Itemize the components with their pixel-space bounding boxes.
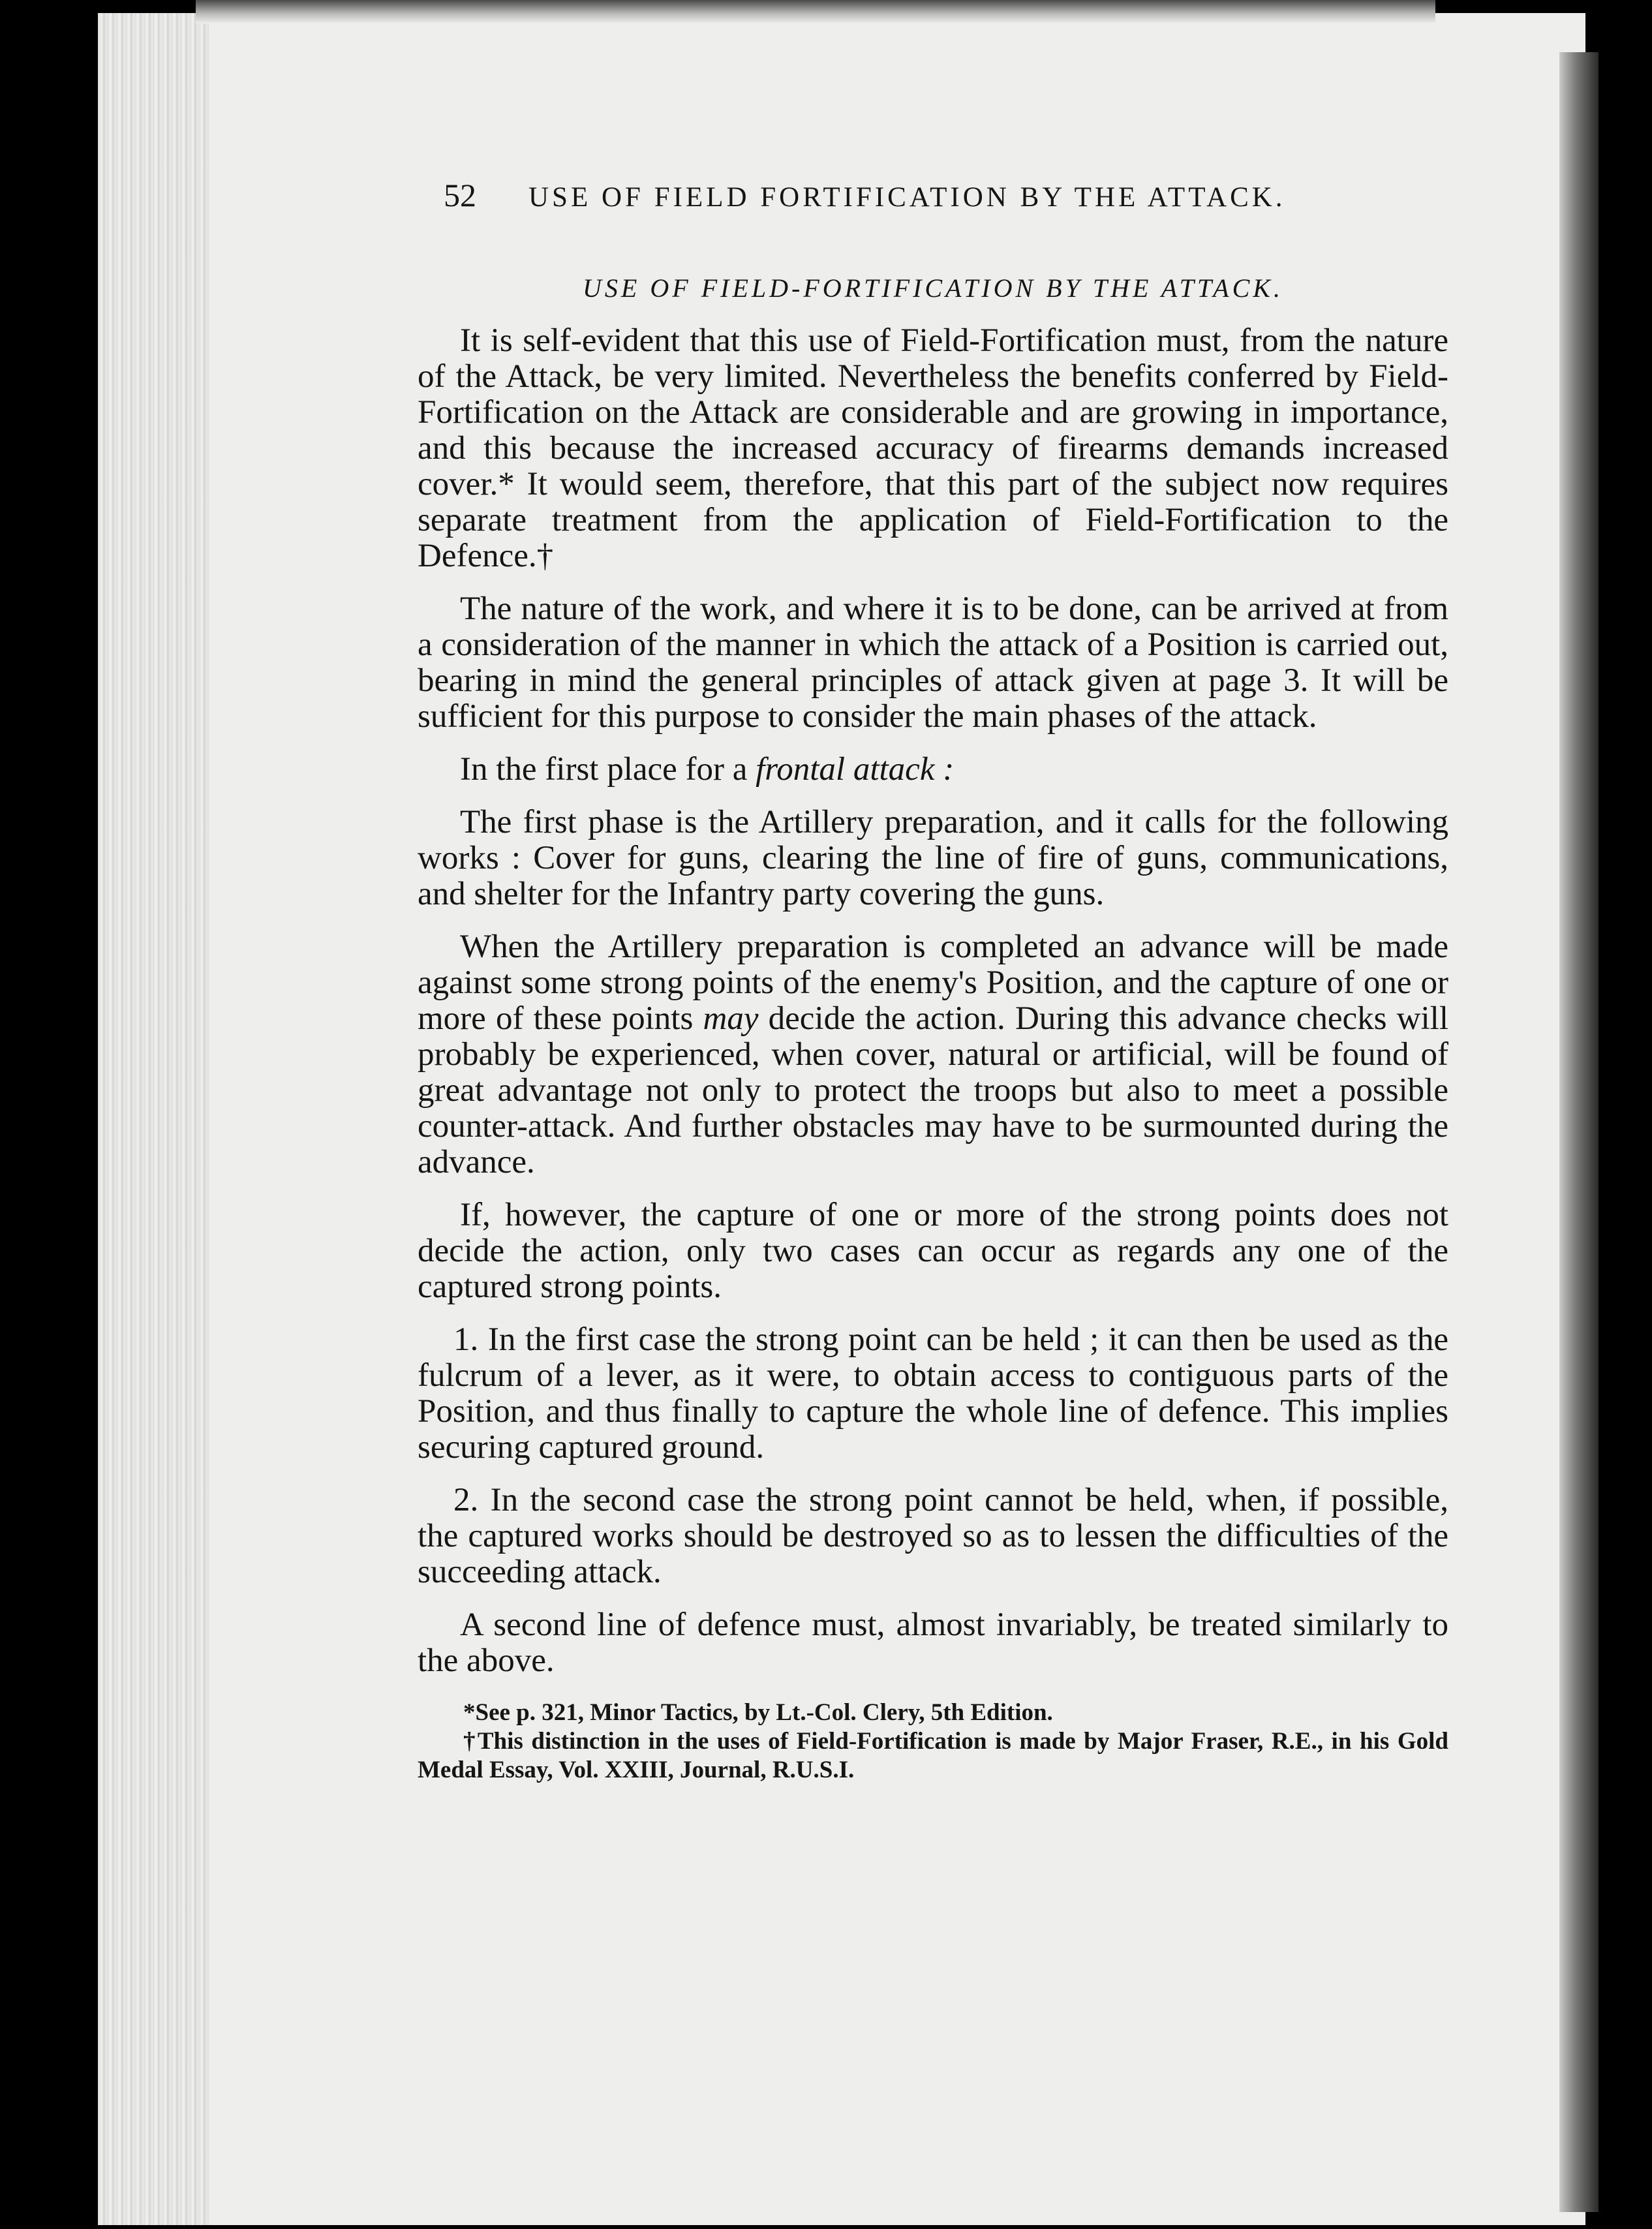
page-number: 52 [444,177,476,213]
paragraph: The nature of the work, and where it is to be done, can be arrived at from a consideration of the manner in which the attack of a Position is carried out, bearing in mind the general principles of attack given at page 3. It will be sufficient for this purpose to consider the main phases of the attack. [418,591,1448,735]
numbered-paragraph: 2. In the second case the strong point cannot be held, when, if possible, the captured works should be destroyed so as to lessen the difficulties of the succeeding attack. [418,1482,1448,1590]
paragraph-italic: frontal attack : [756,751,955,788]
book-spine [1559,52,1598,2212]
binding-shadow [196,0,1435,23]
section-title: USE OF FIELD-FORTIFICATION BY THE ATTACK. [583,273,1283,303]
paragraph: If, however, the capture of one or more of the strong points does not decide the action, only two cases can occur as regards any one of the captured strong points. [418,1197,1448,1305]
paragraph [418,929,1448,1180]
paragraph-italic: may [703,1000,759,1037]
paragraph: It is self-evident that this use of Field-Fortification must, from the nature of the Attack, be very limited. Nevertheless the benefits conferred by Field-Fortification on the Attack are considerable and are growing in importance, and this because the increased accuracy of firearms demands increased cover.* It would seem, therefore, that this part of the subject now requires separate treatment from the application of Field-Fortification to the Defence.† [418,322,1448,574]
footnotes [418,1699,1448,1785]
running-title: USE OF FIELD FORTIFICATION BY THE ATTACK. [528,182,1286,213]
paragraph-text: In the first place for a [460,751,756,788]
footnote: *See p. 321, Minor Tactics, by Lt.-Col. Clery, 5th Edition. [463,1699,1053,1726]
paragraph-text: When the Artillery preparation is completed an advance will be made against some strong points of the enemy's Position, and the capture of one or more of these points [418,929,1448,1037]
page-edges [98,13,209,2225]
paragraph [418,752,1448,788]
running-header [444,176,1448,214]
page-text [418,176,1448,1785]
paragraph: A second line of defence must, almost invariably, be treated similarly to the above. [418,1606,1448,1679]
numbered-paragraph: 1. In the first case the strong point can be held ; it can then be used as the fulcrum of a lever, as it were, to obtain access to contiguous parts of the Position, and thus finally to capture the whole line of defence. This implies securing captured ground. [418,1321,1448,1466]
footnote: †This distinction in the uses of Field-Fortification is made by Major Fraser, R.E., in his Gold Medal Essay, Vol. XXIII, Journal, R.U.S.I. [418,1728,1448,1783]
paragraph: The first phase is the Artillery preparation, and it calls for the following works : Cover for guns, clearing the line of fire of guns, communications, and shelter for the Infantry party covering the guns. [418,804,1448,912]
paragraph-text: decide the action. During this advance checks will probably be experienced, when cover, natural or artificial, will be found of great advantage not only to protect the troops but also to meet a possible counter-attack. And further obstacles may have to be surmounted during the advance. [418,1000,1449,1180]
